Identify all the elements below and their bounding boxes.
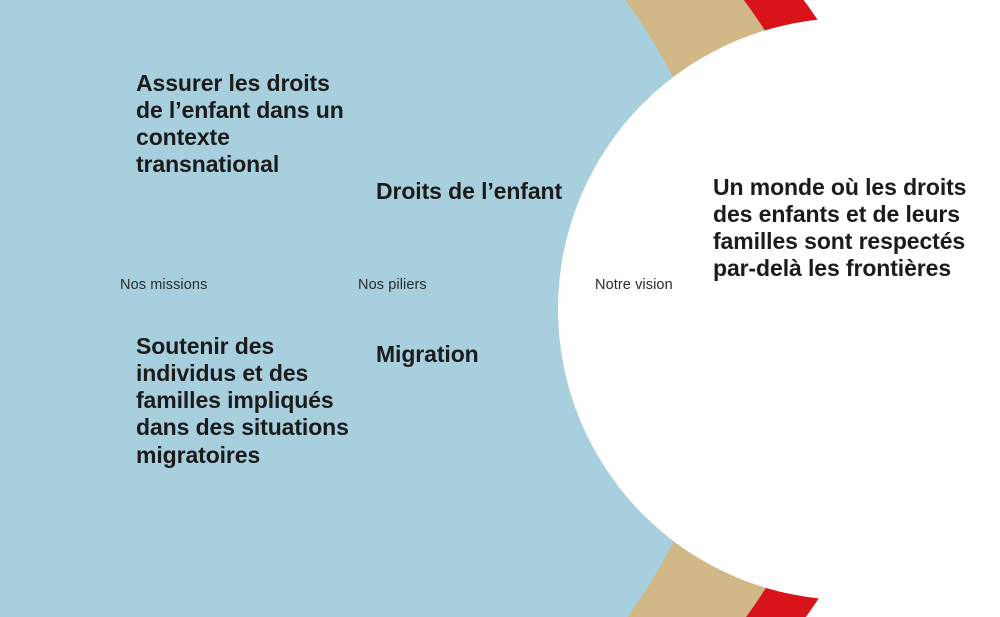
vision-item-1: Un monde où les droits des enfants et de leurs familles sont respectés par-delà les frontières (713, 174, 967, 282)
pillars-ring-caption: Nos piliers (358, 277, 427, 293)
missions-item-1: Assurer les droits de l’enfant dans un contexte transnational (136, 70, 344, 178)
missions-item-2: Soutenir des individus et des familles impliqués dans des situations migratoires (136, 333, 349, 468)
missions-ring-caption: Nos missions (120, 277, 208, 293)
vision-core-caption: Notre vision (595, 277, 673, 293)
pillars-item-2: Migration (376, 341, 479, 367)
pillars-item-1: Droits de l’enfant (376, 178, 563, 204)
